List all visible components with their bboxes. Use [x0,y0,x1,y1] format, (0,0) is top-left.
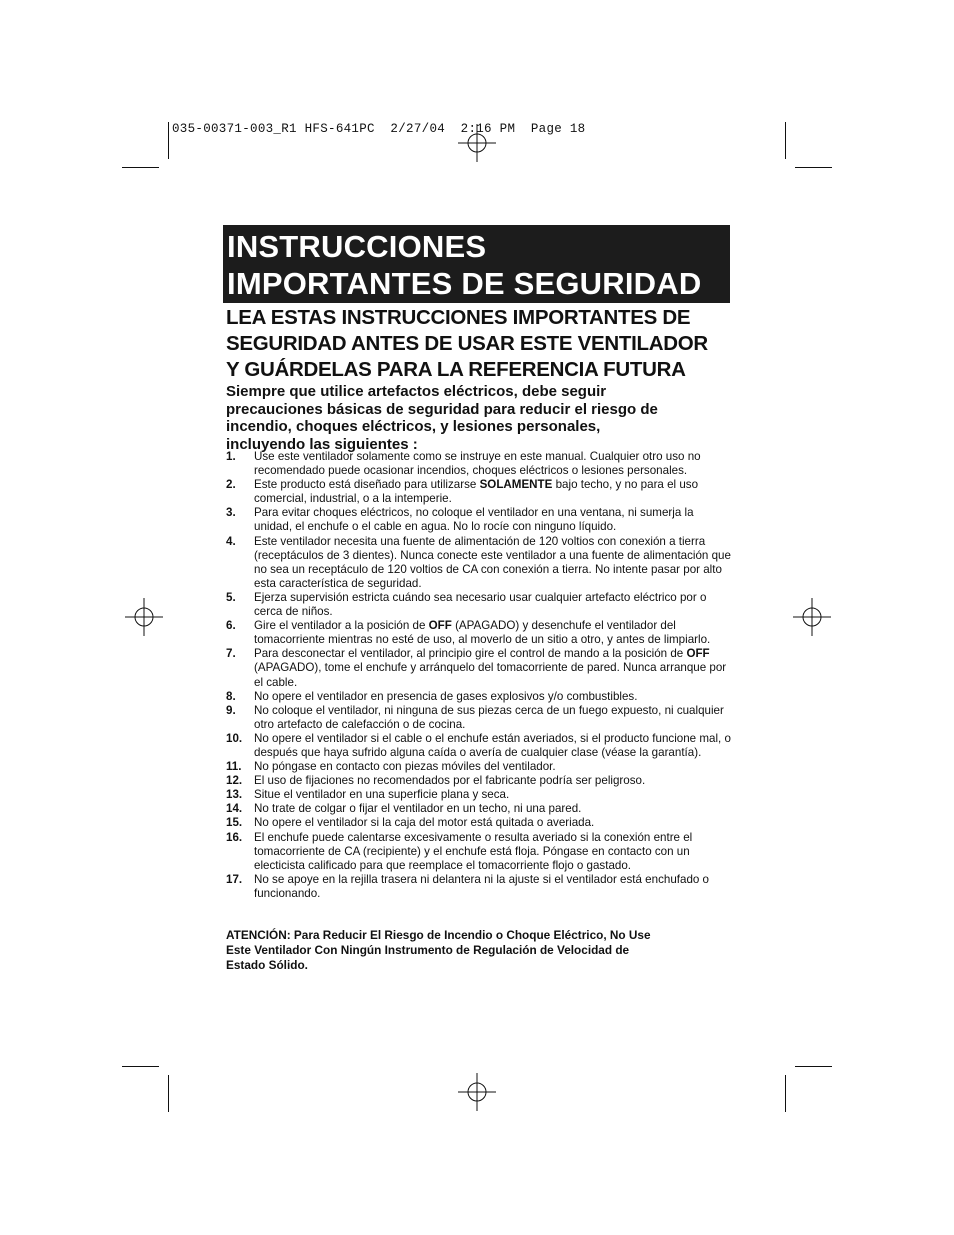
item-text: Use este ventilador solamente como se instruye en este manual. Cualquier otro uso no recomendado puede ocasionar incendios, choques eléctricos o lesiones personales. [254,450,701,478]
intro-paragraph [226,383,736,453]
list-item [226,478,731,506]
item-number: 6. [226,619,236,633]
item-number: 2. [226,478,236,492]
item-text-continued: (APAGADO) y desenchufe el ventilador del tomacorriente mientras no esté de uso, al moverlo de un sitio a otro, y antes de limpiarlo. [254,619,711,647]
item-number: 3. [226,506,236,520]
subtitle-line-2: SEGURIDAD ANTES DE USAR ESTE VENTILADOR [226,332,708,355]
registration-mark-top-icon [458,124,496,162]
registration-mark-left-icon [125,598,163,636]
warning-line-1: ATENCIÓN: Para Reducir El Riesgo de Incendio o Choque Eléctrico, No Use [226,928,651,942]
list-item [226,535,731,591]
item-text-continued: bajo techo, y no para el uso comercial, industrial, o a la intemperie. [254,478,699,506]
list-item [226,704,731,732]
item-text: Situe el ventilador en una superficie plana y seca. [254,788,510,802]
item-text: No opere el ventilador en presencia de gases explosivos y/o combustibles. [254,689,638,703]
item-text: No se apoye en la rejilla trasera ni delantera ni la ajuste si el ventilador está enchufado o funcionando. [254,872,710,900]
page-title [227,228,701,302]
printer-slug: 035-00371-003_R1 HFS-641PC 2/27/04 2:16 PM Page 18 [172,122,586,136]
item-number: 15. [226,816,243,830]
list-item [226,506,731,534]
list-item [226,774,731,788]
warning-line-3: Estado Sólido. [226,958,308,972]
item-text: Gire el ventilador a la posición de [254,619,429,633]
crop-mark-bottom-right-horizontal [795,1066,832,1067]
item-text-emphasis: OFF [686,647,710,661]
list-item [226,788,731,802]
item-text: El uso de fijaciones no recomendados por el fabricante podría ser peligroso. [254,774,646,788]
item-number: 14. [226,802,243,816]
item-number: 16. [226,830,243,844]
item-number: 13. [226,788,243,802]
item-text: No opere el ventilador si el cable o el enchufe están averiados, si el producto funcione mal, o después que haya sufrido alguna caída o avería de cualquier clase (véase la garantía). [254,731,731,759]
item-number: 10. [226,731,243,745]
item-number: 8. [226,689,236,703]
list-item [226,732,731,760]
item-text: El enchufe puede calentarse excesivamente o resulta averiado si la conexión entre el tomacorriente de CA (recipiente) y el enchufe está floja. Póngase en contacto con un electicista calificado para que reemplace el tomacorriente flojo o gastado. [254,830,693,872]
list-item [226,619,731,647]
item-number: 11. [226,760,242,774]
subtitle-line-3: Y GUÁRDELAS PARA LA REFERENCIA FUTURA [226,358,686,381]
item-text: Este producto está diseñado para utilizarse [254,478,480,492]
item-text: Ejerza supervisión estricta cuándo sea necesario usar cualquier artefacto eléctrico por o cerca de niños. [254,590,707,619]
item-text-emphasis: SOLAMENTE [479,478,553,492]
subtitle [226,305,736,383]
list-item [226,450,731,478]
subtitle-line-1: LEA ESTAS INSTRUCCIONES IMPORTANTES DE [226,306,691,329]
list-item [226,760,731,774]
item-number: 12. [226,774,243,788]
crop-mark-top-left-vertical [168,122,169,159]
item-text: Este ventilador necesita una fuente de alimentación de 120 voltios con conexión a tierra (receptáculos de 3 dientes). Nunca conecte este ventilador a una fuente de alimentación que no sea un receptáculo de 120 voltios de CA con conexión a tierra. No intente pasar por alto esta característica de seguridad. [254,534,731,590]
title-banner [223,225,730,303]
item-text: No coloque el ventilador, ni ninguna de sus piezas cerca de un fuego expuesto, ni cualquier otro artefacto de calefacción o de cocina. [254,703,724,731]
item-number: 7. [226,647,236,661]
registration-mark-right-icon [793,598,831,636]
crop-mark-bottom-left-horizontal [122,1066,159,1067]
list-item [226,690,731,704]
intro-line-1: Siempre que utilice artefactos eléctricos, debe seguir [226,383,607,400]
item-text-emphasis: OFF [428,619,452,633]
page-title-line-1: INSTRUCCIONES [227,229,487,264]
list-item [226,873,731,901]
list-item [226,802,731,816]
list-item [226,831,731,873]
item-number: 4. [226,534,236,548]
crop-mark-top-right-horizontal [795,167,832,168]
list-item [226,647,731,689]
item-text: Para evitar choques eléctricos, no coloque el ventilador en una ventana, ni sumerja la unidad, el enchufe o el cable en agua. No lo rocíe con ninguno líquido. [254,506,694,534]
crop-mark-bottom-right-vertical [785,1075,786,1112]
list-item [226,816,731,830]
crop-mark-top-right-vertical [785,122,786,159]
item-text: No póngase en contacto con piezas móviles del ventilador. [254,760,556,774]
item-text-continued: (APAGADO), tome el enchufe y arránquelo del tomacorriente de pared. Nunca arranque por el cable. [254,661,727,689]
intro-line-2: precauciones básicas de seguridad para reducir el riesgo de [226,400,658,418]
warning-line-2: Este Ventilador Con Ningún Instrumento de Regulación de Velocidad de [226,943,630,957]
page-title-line-2: IMPORTANTES DE SEGURIDAD [227,266,702,301]
registration-mark-bottom-icon [458,1073,496,1111]
item-text: No trate de colgar o fijar el ventilador en un techo, ni una pared. [254,802,582,816]
intro-line-3: incendio, choques eléctricos, y lesiones personales, [226,418,601,435]
crop-mark-top-left-horizontal [122,167,159,168]
crop-mark-bottom-left-vertical [168,1075,169,1112]
instruction-list [226,450,731,901]
intro-line-4: incluyendo las siguientes : [226,435,418,453]
item-number: 1. [226,450,236,463]
item-number: 17. [226,872,243,886]
item-number: 5. [226,590,236,604]
item-number: 9. [226,703,236,717]
warning-paragraph [226,928,731,973]
item-text: No opere el ventilador si la caja del motor está quitada o averiada. [254,816,595,830]
list-item [226,591,731,619]
item-text: Para desconectar el ventilador, al principio gire el control de mando a la posición de [254,647,687,661]
